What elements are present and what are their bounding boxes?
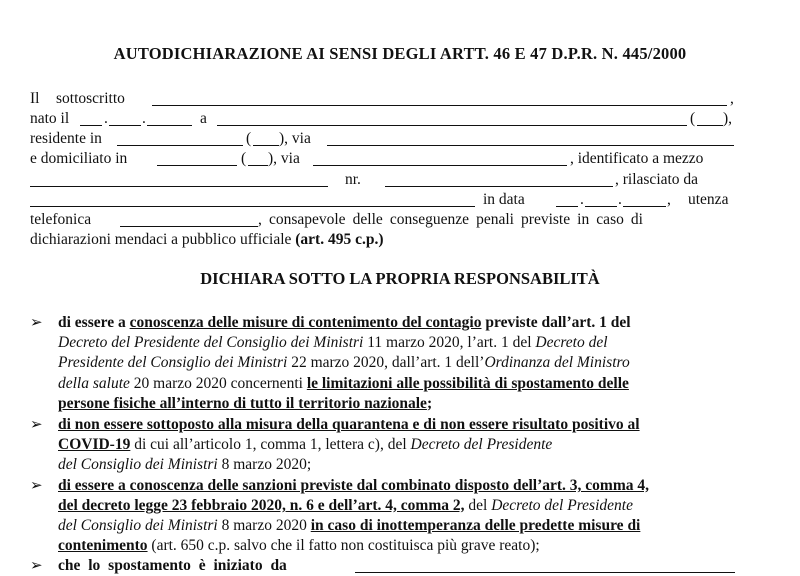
issuer-field[interactable] bbox=[30, 206, 475, 207]
label-identificato: , identificato a mezzo bbox=[570, 150, 704, 167]
date-separator: . bbox=[580, 191, 584, 208]
mendacity-label: dichiarazioni mendaci a pubblico ufficiale bbox=[30, 231, 292, 248]
label-utenza: utenza bbox=[688, 191, 729, 208]
text-run: del Consiglio dei Ministri bbox=[58, 456, 218, 473]
residence-province-field[interactable] bbox=[253, 145, 279, 146]
text-run: Decreto del Presidente bbox=[491, 497, 633, 514]
mendacity-article: (art. 495 c.p.) bbox=[295, 231, 384, 248]
text-run: Decreto del bbox=[535, 334, 608, 351]
date-separator: . bbox=[142, 110, 146, 127]
text-run: Ordinanza del Ministro bbox=[484, 354, 630, 371]
document-type-field[interactable] bbox=[30, 186, 328, 187]
paren-open: ( bbox=[690, 110, 696, 127]
text-run: in caso di inottemperanza delle predette misure di bbox=[310, 517, 641, 534]
phone-field[interactable] bbox=[120, 226, 258, 227]
field-row-mendacity bbox=[0, 231, 800, 249]
issue-day-field[interactable] bbox=[556, 206, 578, 207]
text-run: del decreto legge 23 febbraio 2020, n. 6 e dell’art. 4, comma 2, bbox=[58, 497, 465, 514]
field-row-birth bbox=[0, 110, 800, 128]
item-2-line-3 bbox=[0, 456, 800, 474]
form-title: AUTODICHIARAZIONE AI SENSI DEGLI ARTT. 46 E 47 D.P.R. N. 445/2000 bbox=[113, 44, 687, 63]
text-run: conoscenza delle misure di contenimento del contagio bbox=[129, 314, 482, 331]
item-3-line-3 bbox=[0, 517, 800, 535]
label-rilasciato-da: , rilasciato da bbox=[615, 171, 699, 188]
label-in-data: in data bbox=[483, 191, 525, 208]
item-text bbox=[58, 375, 629, 393]
field-row-issue bbox=[0, 191, 800, 209]
residence-city-field[interactable] bbox=[117, 145, 243, 146]
item-text bbox=[58, 436, 552, 454]
item-1-line-1 bbox=[0, 314, 800, 332]
label-nr: nr. bbox=[345, 171, 361, 188]
text-run: contenimento bbox=[58, 537, 148, 554]
name-field[interactable] bbox=[152, 105, 727, 106]
text-run: di cui all’articolo 1, comma 1, lettera c), del bbox=[134, 436, 407, 453]
label-a: a bbox=[200, 110, 207, 127]
item-1-line-5 bbox=[0, 395, 800, 413]
departure-field[interactable] bbox=[355, 572, 735, 573]
bullet-arrow-icon: ➢ bbox=[30, 417, 43, 433]
item-3-line-1 bbox=[0, 477, 800, 495]
item-text bbox=[58, 537, 540, 555]
item-1-line-4 bbox=[0, 375, 800, 393]
birth-month-field[interactable] bbox=[109, 125, 141, 126]
item-3-line-4 bbox=[0, 537, 800, 555]
mendacity-text bbox=[30, 231, 384, 249]
label-telefonica: telefonica bbox=[30, 211, 92, 228]
domicile-city-field[interactable] bbox=[157, 165, 237, 166]
item-4-line-1 bbox=[0, 557, 800, 575]
field-row-domicile bbox=[0, 150, 800, 168]
item-text bbox=[58, 354, 630, 372]
label-via: ), via bbox=[279, 130, 311, 147]
label-sottoscritto: sottoscritto bbox=[56, 90, 125, 107]
label-domiciliato-in: e domiciliato in bbox=[30, 150, 128, 167]
birth-province-field[interactable] bbox=[697, 125, 723, 126]
text-run: COVID-19 bbox=[58, 436, 131, 453]
item-text bbox=[58, 497, 633, 515]
field-row-document bbox=[0, 171, 800, 189]
residence-street-field[interactable] bbox=[327, 145, 734, 146]
birth-place-field[interactable] bbox=[217, 125, 687, 126]
bullet-arrow-icon: ➢ bbox=[30, 315, 43, 331]
paren-open: ( bbox=[246, 130, 252, 147]
comma: , bbox=[667, 191, 671, 208]
text-run: Decreto del Presidente bbox=[410, 436, 553, 453]
text-run: le limitazioni alle possibilità di spostamento delle bbox=[306, 375, 629, 392]
text-run: ; bbox=[426, 395, 433, 412]
item-text bbox=[58, 314, 631, 332]
text-run: 20 marzo 2020 concernenti bbox=[133, 375, 303, 392]
item-text: che lo spostamento è iniziato da bbox=[58, 557, 287, 574]
item-text bbox=[58, 395, 432, 413]
text-run: Presidente del Consiglio dei Ministri bbox=[58, 354, 288, 371]
item-text bbox=[58, 334, 608, 352]
text-run: della salute bbox=[58, 375, 130, 392]
item-text: di essere a conoscenza delle sanzioni previste dal combinato disposto dell’art. 3, comma 4, bbox=[58, 477, 649, 494]
label-residente-in: residente in bbox=[30, 130, 102, 147]
birth-year-field[interactable] bbox=[147, 125, 192, 126]
text-run: del Consiglio dei Ministri bbox=[58, 517, 218, 534]
text-run: persone fisiche all’interno di tutto il territorio nazionale bbox=[58, 395, 427, 412]
paren-close: ), bbox=[723, 110, 733, 127]
domicile-street-field[interactable] bbox=[313, 165, 567, 166]
date-separator: . bbox=[618, 191, 622, 208]
field-row-phone bbox=[0, 211, 800, 229]
bullet-arrow-icon: ➢ bbox=[30, 478, 43, 494]
item-2-line-2 bbox=[0, 436, 800, 454]
item-text bbox=[58, 517, 640, 535]
text-run: (art. 650 c.p. salvo che il fatto non costituisca più grave reato); bbox=[151, 537, 540, 554]
text-run: previste dall’art. 1 del bbox=[485, 314, 631, 331]
item-3-line-2 bbox=[0, 497, 800, 515]
text-run: 11 marzo 2020, l’art. 1 del bbox=[367, 334, 532, 351]
declaration-heading: DICHIARA SOTTO LA PROPRIA RESPONSABILITÀ bbox=[200, 269, 600, 288]
item-1-line-2 bbox=[0, 334, 800, 352]
text-run: 8 marzo 2020; bbox=[221, 456, 312, 473]
text-run: 8 marzo 2020 bbox=[221, 517, 307, 534]
item-1-line-3 bbox=[0, 354, 800, 372]
text-run: Decreto del Presidente del Consiglio dei Ministri bbox=[58, 334, 364, 351]
bullet-arrow-icon: ➢ bbox=[30, 558, 43, 574]
field-row-name bbox=[0, 90, 800, 108]
text-run: del bbox=[468, 497, 488, 514]
issue-year-field[interactable] bbox=[623, 206, 666, 207]
comma: , bbox=[730, 90, 734, 107]
date-separator: . bbox=[104, 110, 108, 127]
label-via: ), via bbox=[268, 150, 300, 167]
label-il: Il bbox=[30, 90, 40, 107]
text-run: di essere a bbox=[58, 314, 126, 331]
field-row-residence bbox=[0, 130, 800, 148]
domicile-province-field[interactable] bbox=[248, 165, 268, 166]
item-2-line-1 bbox=[0, 416, 800, 434]
item-text bbox=[58, 456, 311, 474]
label-nato-il: nato il bbox=[30, 110, 70, 127]
consequences-text: , consapevole delle conseguenze penali previste in caso di bbox=[258, 211, 643, 228]
paren-open: ( bbox=[241, 150, 247, 167]
document-number-field[interactable] bbox=[385, 186, 613, 187]
birth-day-field[interactable] bbox=[80, 125, 102, 126]
item-text: di non essere sottoposto alla misura della quarantena e di non essere risultato positivo al bbox=[58, 416, 640, 433]
issue-month-field[interactable] bbox=[585, 206, 617, 207]
text-run: 22 marzo 2020, dall’art. 1 dell’ bbox=[291, 354, 485, 371]
